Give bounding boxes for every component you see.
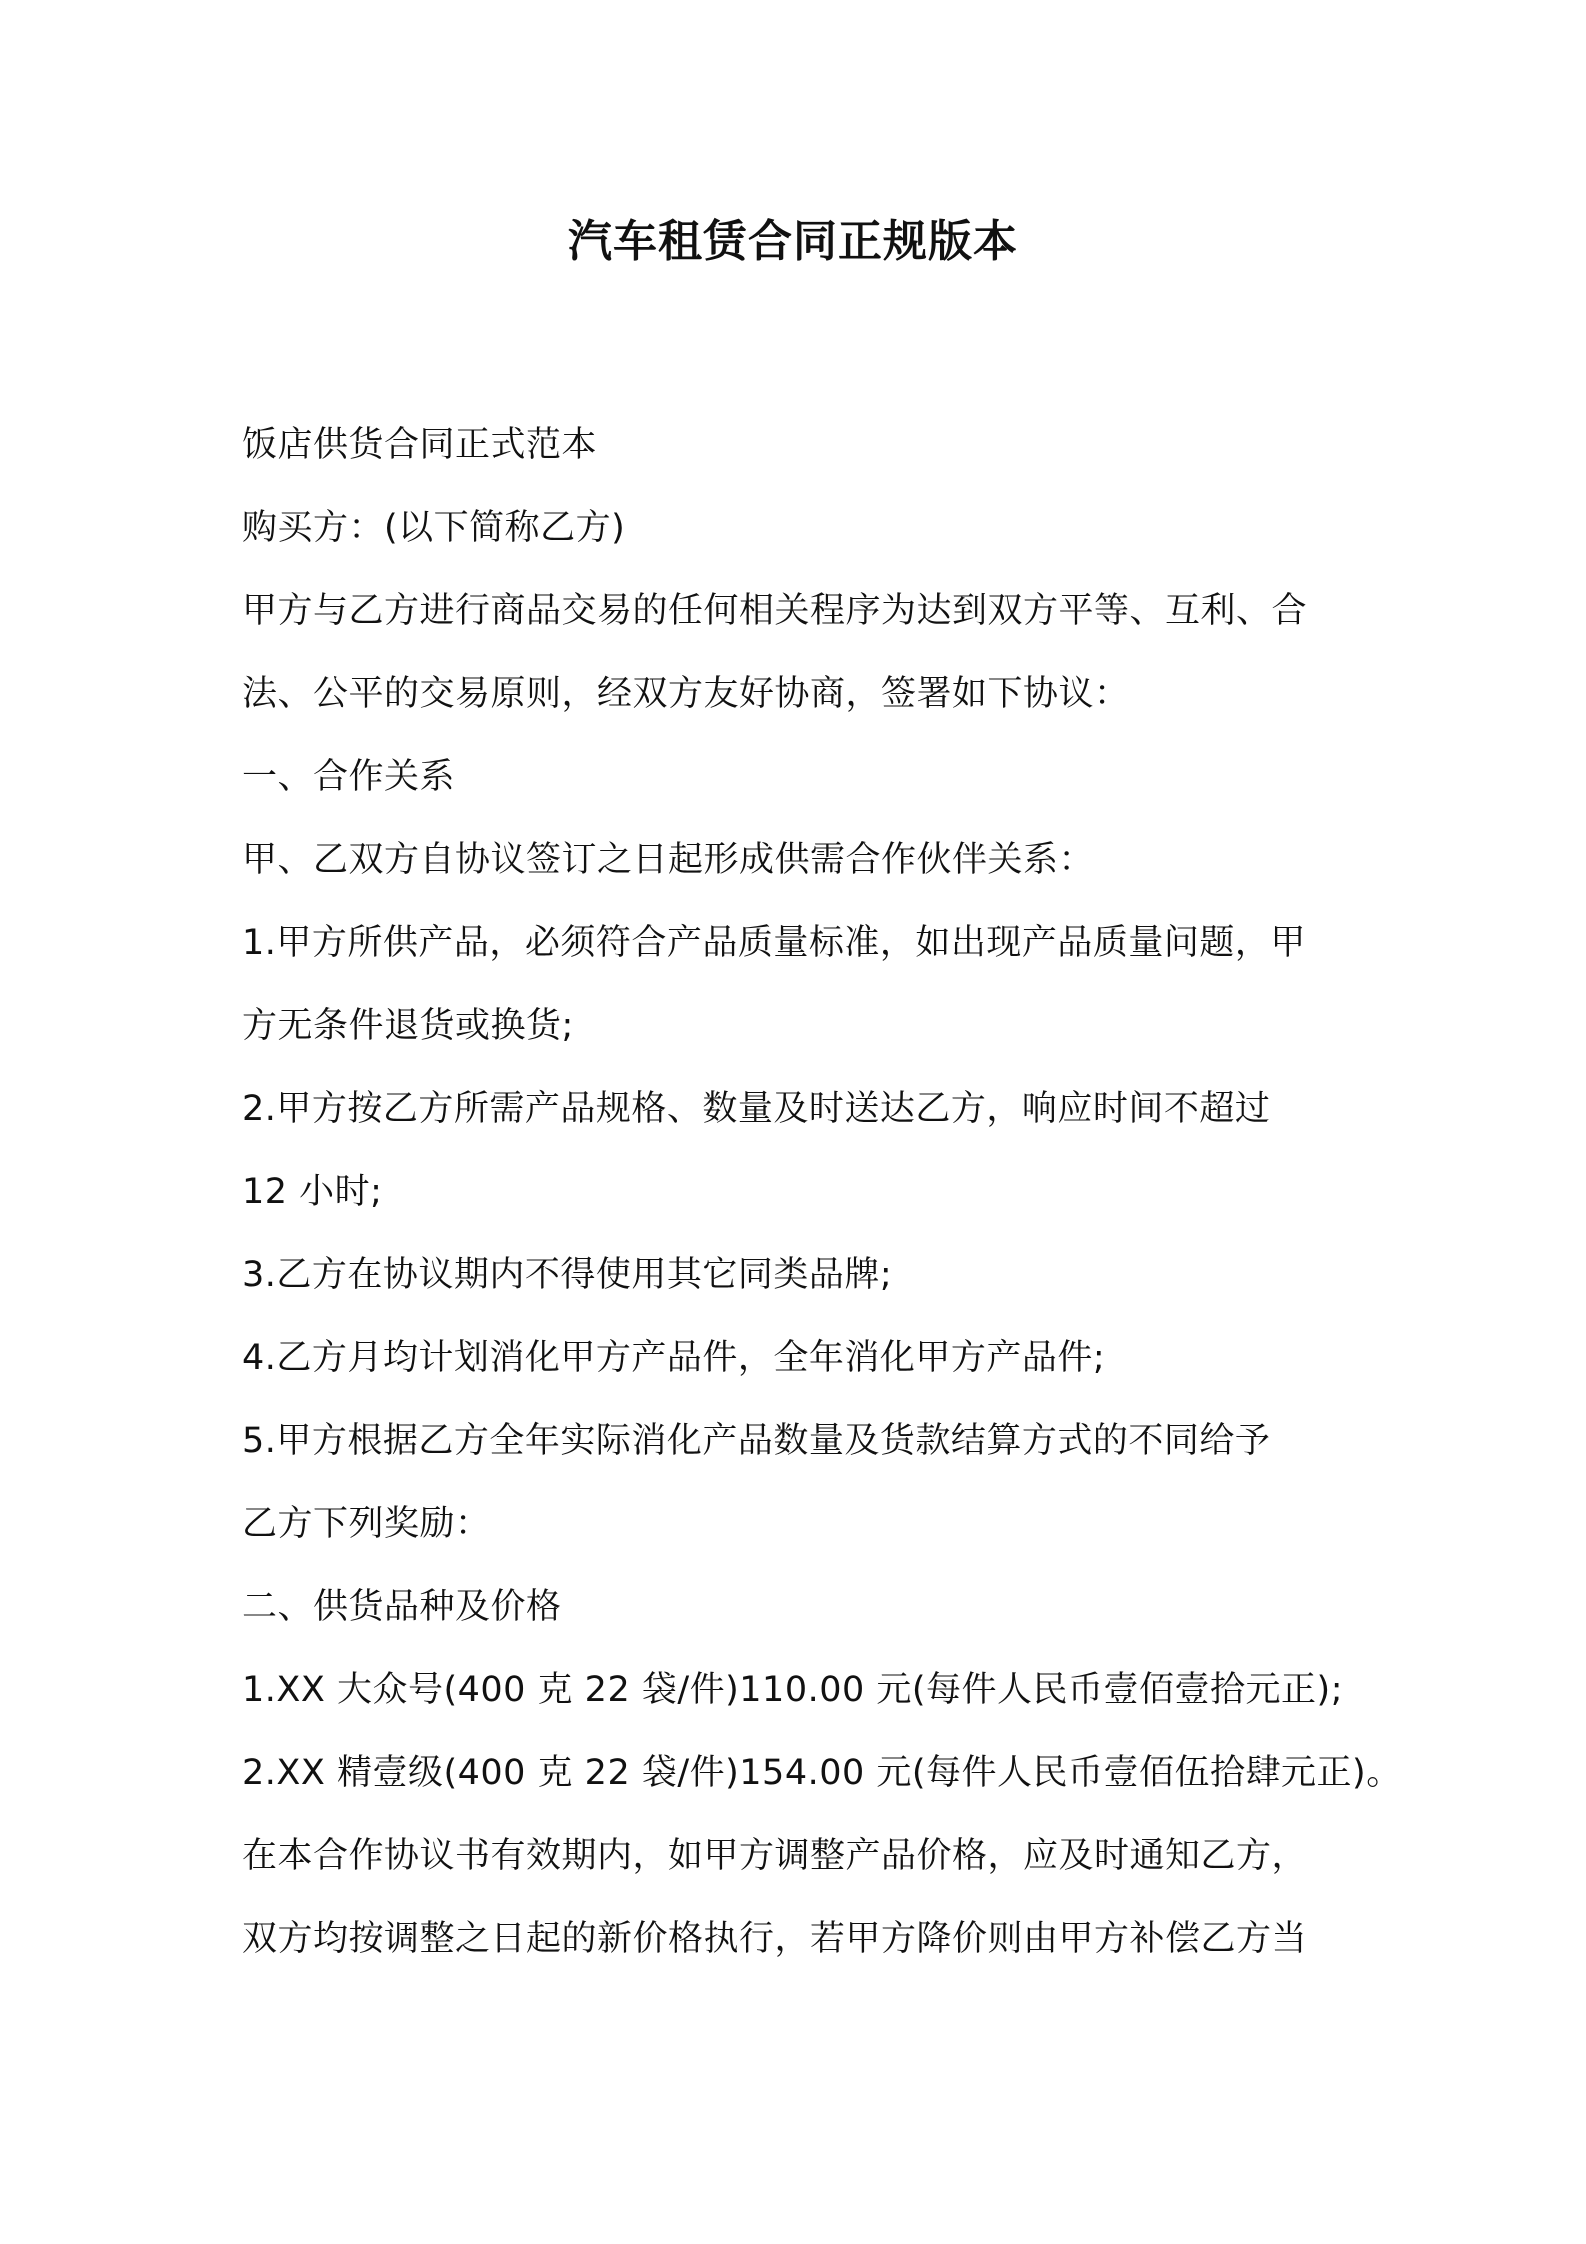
list-item: 3.乙方在协议期内不得使用其它同类品牌;: [242, 1255, 893, 1295]
body-line: 购买方：(以下简称乙方): [242, 508, 626, 548]
section-heading: 一、合作关系: [242, 757, 456, 797]
document-title: 汽车租赁合同正规版本: [568, 216, 1018, 267]
body-line: 饭店供货合同正式范本: [242, 425, 598, 465]
list-item: 5.甲方根据乙方全年实际消化产品数量及货款结算方式的不同给予: [242, 1421, 1271, 1461]
body-line: 乙方下列奖励：: [242, 1504, 491, 1544]
body-line: 12 小时;: [242, 1172, 383, 1212]
body-line: 在本合作协议书有效期内，如甲方调整产品价格，应及时通知乙方，: [242, 1836, 1308, 1876]
section-heading: 二、供货品种及价格: [242, 1587, 562, 1627]
body-line: 双方均按调整之日起的新价格执行，若甲方降价则由甲方补偿乙方当: [242, 1919, 1308, 1959]
list-item: 2.XX 精壹级(400 克 22 袋/件)154.00 元(每件人民币壹佰伍拾肆元正)。: [242, 1753, 1402, 1793]
document-body: [242, 404, 1402, 1981]
body-line: 方无条件退货或换货;: [242, 1006, 574, 1046]
body-line: 甲方与乙方进行商品交易的任何相关程序为达到双方平等、互利、合: [242, 591, 1308, 631]
list-item: 1.XX 大众号(400 克 22 袋/件)110.00 元(每件人民币壹佰壹拾元正);: [242, 1670, 1343, 1710]
list-item: 2.甲方按乙方所需产品规格、数量及时送达乙方，响应时间不超过: [242, 1089, 1271, 1129]
body-line: 甲、乙双方自协议签订之日起形成供需合作伙伴关系：: [242, 840, 1095, 880]
list-item: 1.甲方所供产品，必须符合产品质量标准，如出现产品质量问题，甲: [242, 923, 1306, 963]
list-item: 4.乙方月均计划消化甲方产品件，全年消化甲方产品件;: [242, 1338, 1106, 1378]
body-line: 法、公平的交易原则，经双方友好协商，签署如下协议：: [242, 674, 1130, 714]
